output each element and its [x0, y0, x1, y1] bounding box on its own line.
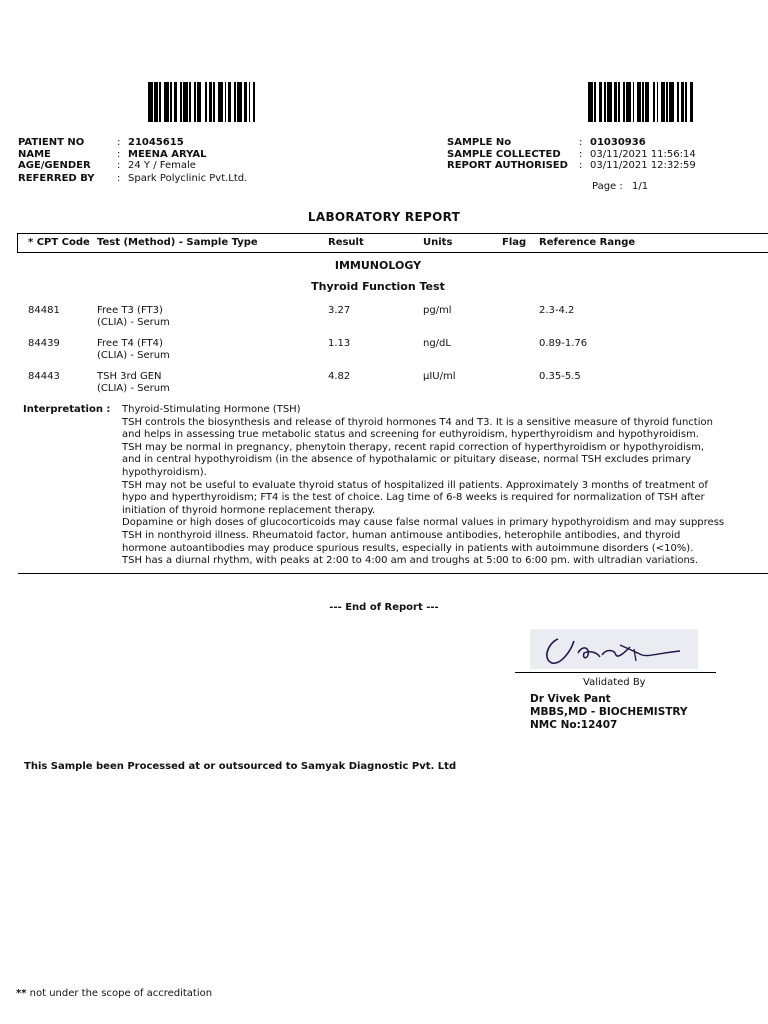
test-name: TSH 3rd GEN — [97, 371, 162, 382]
barcode-gap — [693, 82, 695, 122]
sample-collected-label: SAMPLE COLLECTED — [447, 149, 561, 160]
age-gender-label: AGE/GENDER — [18, 160, 91, 171]
test-method: (CLIA) - Serum — [97, 350, 170, 361]
doctor-name: Dr Vivek Pant — [530, 693, 611, 705]
test-name: Free T4 (FT4) — [97, 338, 163, 349]
interpretation-line: Dopamine or high doses of glucocorticoids may cause false normal values in primary hypothyroidism and may suppress — [122, 517, 725, 529]
col-result: Result — [328, 237, 364, 248]
signature-line — [515, 672, 716, 673]
separator: : — [117, 137, 121, 148]
results-table-header — [17, 233, 768, 253]
section-heading: IMMUNOLOGY — [334, 259, 422, 272]
referred-by-value: Spark Polyclinic Pvt.Ltd. — [128, 173, 248, 184]
result-value: 4.82 — [328, 371, 351, 382]
patient-barcode — [148, 82, 256, 122]
sample-no-label: SAMPLE No — [447, 137, 512, 148]
units: µIU/ml — [423, 371, 456, 382]
interpretation-label: Interpretation : — [23, 404, 111, 415]
interpretation-line: TSH may not be useful to evaluate thyroid status of hospitalized ill patients. Approximately 3 months of treatment of — [122, 479, 708, 491]
col-flag: Flag — [502, 237, 527, 248]
report-authorised-label: REPORT AUTHORISED — [447, 160, 568, 171]
name-label: NAME — [18, 149, 51, 160]
test-method: (CLIA) - Serum — [97, 383, 170, 394]
reference-range: 0.35-5.5 — [539, 371, 581, 382]
result-value: 1.13 — [328, 338, 351, 349]
interpretation-divider — [18, 573, 768, 574]
validated-by-label: Validated By — [583, 677, 646, 688]
footnote-stars: ** — [16, 988, 27, 999]
page-number: 1/1 — [632, 181, 649, 192]
units: ng/dL — [423, 338, 451, 349]
interpretation-line: hormone autoantibodies may produce spurious results, especially in patients with autoimmune disorders (<10%). — [122, 542, 694, 554]
outsource-note: This Sample been Processed at or outsourced to Samyak Diagnostic Pvt. Ltd — [24, 761, 457, 772]
col-units: Units — [423, 237, 453, 248]
sample-no-value: 01030936 — [590, 137, 646, 148]
barcode-gap — [255, 82, 257, 122]
interpretation-line: initiation of thyroid hormone replacement therapy. — [122, 504, 376, 516]
reference-range: 2.3-4.2 — [539, 305, 575, 316]
doctor-nmc-number: NMC No:12407 — [530, 719, 618, 731]
interpretation-line: TSH has a diurnal rhythm, with peaks at 2:00 to 4:00 am and troughs at 5:00 to 6:00 pm. with ultradian variations. — [122, 555, 699, 567]
page-label: Page : — [592, 181, 623, 192]
interpretation-line: TSH in nonthyroid illness. Rheumatoid factor, human antimouse antibodies, heterophile antibodies, and thyroid — [122, 529, 681, 541]
separator: : — [579, 137, 583, 148]
test-method: (CLIA) - Serum — [97, 317, 170, 328]
interpretation-line: TSH controls the biosynthesis and release of thyroid hormones T4 and T3. It is a sensitive measure of thyroid function — [122, 416, 713, 428]
end-of-report: --- End of Report --- — [329, 602, 439, 613]
referred-by-label: REFERRED BY — [18, 173, 95, 184]
units: pg/ml — [423, 305, 452, 316]
interpretation-line: and helps in assessing true metabolic status and screening for euthyroidism, hyperthyroidism and hypothyroidism. — [122, 429, 700, 441]
patient-no-value: 21045615 — [128, 137, 184, 148]
separator: : — [117, 160, 121, 171]
doctor-qualification: MBBS,MD - BIOCHEMISTRY — [530, 706, 688, 718]
age-gender-value: 24 Y / Female — [128, 160, 196, 171]
patient-no-label: PATIENT NO — [18, 137, 85, 148]
cpt-code: 84481 — [28, 305, 60, 316]
cpt-code: 84439 — [28, 338, 60, 349]
col-cpt-code: * CPT Code — [28, 237, 90, 248]
interpretation-line: hypo and hyperthyroidism; FT4 is the test of choice. Lag time of 6-8 weeks is required for normalization of TSH after — [122, 492, 705, 504]
footnote-text: not under the scope of accreditation — [29, 988, 213, 999]
cpt-code: 84443 — [28, 371, 60, 382]
separator: : — [579, 160, 583, 171]
signature-image — [530, 629, 698, 669]
report-authorised-value: 03/11/2021 12:32:59 — [590, 160, 696, 171]
separator: : — [117, 149, 121, 160]
sample-barcode — [588, 82, 695, 122]
interpretation-line: and in central hypothyroidism (in the absence of hypothalamic or pituitary disease, normal TSH excludes primary — [122, 454, 692, 466]
signature-scribble — [530, 629, 698, 669]
test-name: Free T3 (FT3) — [97, 305, 163, 316]
panel-heading: Thyroid Function Test — [311, 280, 445, 293]
name-value: MEENA ARYAL — [128, 149, 207, 160]
interpretation-text — [122, 404, 767, 568]
sample-collected-value: 03/11/2021 11:56:14 — [590, 149, 696, 160]
interpretation-line: hypothyroidism). — [122, 466, 207, 478]
interpretation-line: Thyroid-Stimulating Hormone (TSH) — [122, 404, 301, 415]
reference-range: 0.89-1.76 — [539, 338, 588, 349]
interpretation-line: TSH may be normal in pregnancy, phenytoin therapy, recent rapid correction of hyperthyroidism or hypothyroidism, — [122, 441, 705, 453]
col-test: Test (Method) - Sample Type — [97, 237, 258, 248]
result-value: 3.27 — [328, 305, 351, 316]
col-reference-range: Reference Range — [539, 237, 636, 248]
separator: : — [579, 149, 583, 160]
separator: : — [117, 173, 121, 184]
report-title: LABORATORY REPORT — [307, 210, 461, 224]
accreditation-footnote — [16, 988, 212, 999]
